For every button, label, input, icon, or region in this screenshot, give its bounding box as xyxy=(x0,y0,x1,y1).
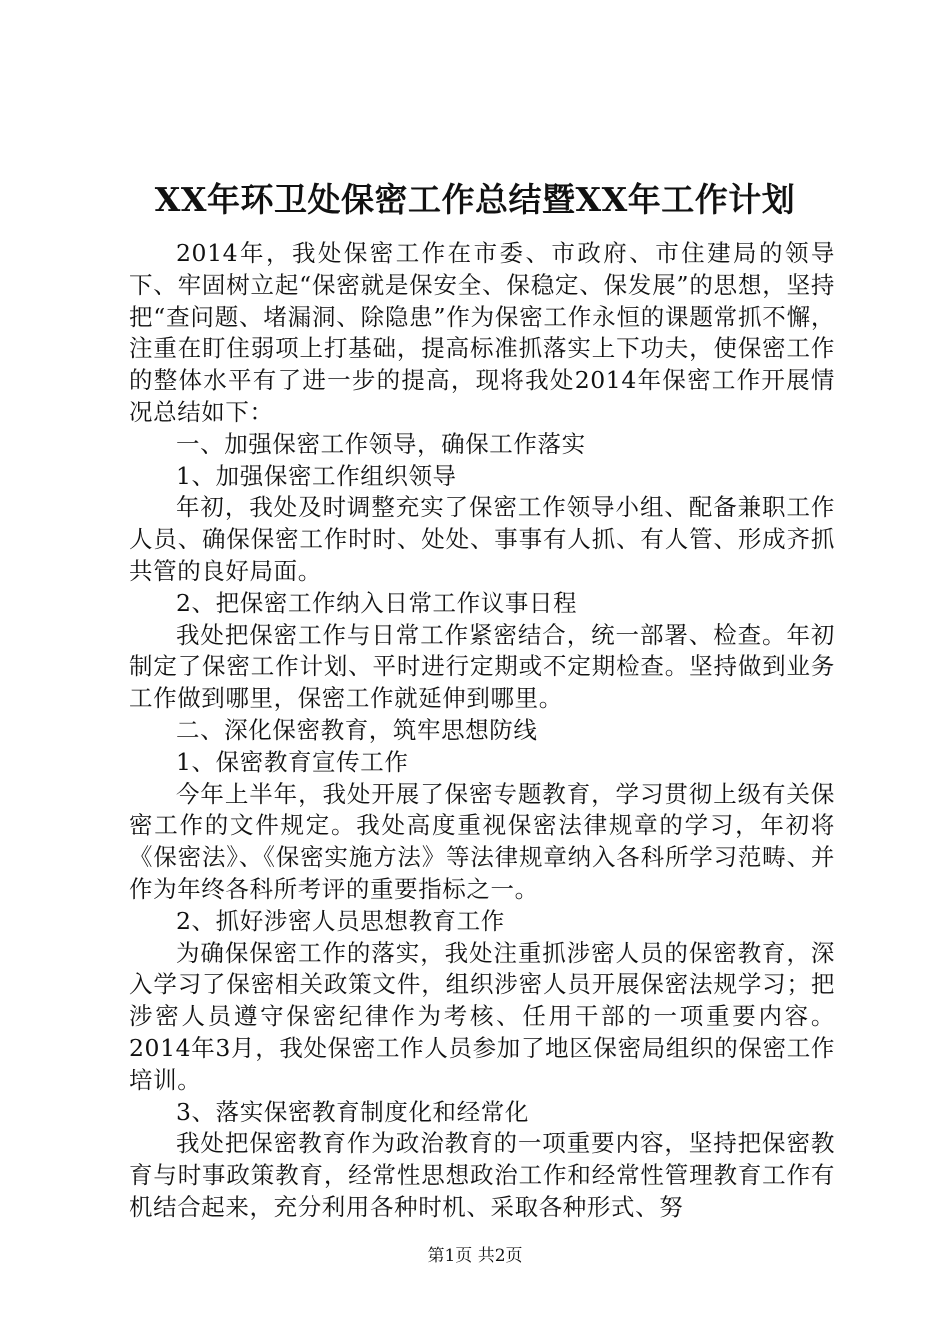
subsection-heading-2-1: 1、保密教育宣传工作 xyxy=(176,747,409,776)
page-footer: 第1页 共2页 xyxy=(427,1246,523,1266)
subsection-heading-2-2: 2、抓好涉密人员思想教育工作 xyxy=(176,906,505,935)
document-title: XX年环卫处保密工作总结暨XX年工作计划 xyxy=(154,180,796,219)
paragraph-intro: 2014年，我处保密工作在市委、市政府、市住建局的领导下、牢固树立起“保密就是保安全、保稳定、保发展”的思想，坚持把“查问题、堵漏洞、除隐患”作为保密工作永恒的课题常抓不懈，注重在盯住弱项上打基础，提高标准抓落实上下功夫，使保密工作的整体水平有了进一步的提高，现将我处2014年保密工作开展情况总结如下： xyxy=(129,239,835,426)
section-heading-1: 一、加强保密工作领导，确保工作落实 xyxy=(176,429,586,458)
document-body xyxy=(129,238,835,1224)
paragraph-1-1: 年初，我处及时调整充实了保密工作领导小组、配备兼职工作人员、确保保密工作时时、处处、事事有人抓、有人管、形成齐抓共管的良好局面。 xyxy=(129,493,835,585)
subsection-heading-1-2: 2、把保密工作纳入日常工作议事日程 xyxy=(176,588,578,617)
paragraph-1-2: 我处把保密工作与日常工作紧密结合，统一部署、检查。年初制定了保密工作计划、平时进行定期或不定期检查。坚持做到业务工作做到哪里，保密工作就延伸到哪里。 xyxy=(129,620,835,713)
subsection-heading-2-3: 3、落实保密教育制度化和经常化 xyxy=(176,1097,529,1126)
subsection-heading-1-1: 1、加强保密工作组织领导 xyxy=(176,461,457,490)
paragraph-2-2: 为确保保密工作的落实，我处注重抓涉密人员的保密教育，深入学习了保密相关政策文件，组织涉密人员开展保密法规学习；把涉密人员遵守保密纪律作为考核、任用干部的一项重要内容。2014年3月，我处保密工作人员参加了地区保密局组织的保密工作培训。 xyxy=(129,938,835,1094)
section-heading-2: 二、深化保密教育，筑牢思想防线 xyxy=(176,715,538,744)
paragraph-2-1: 今年上半年，我处开展了保密专题教育，学习贯彻上级有关保密工作的文件规定。我处高度重视保密法律规章的学习，年初将《保密法》、《保密实施方法》等法律规章纳入各科所学习范畴、并作为年终各科所考评的重要指标之一。 xyxy=(129,779,835,903)
paragraph-2-3: 我处把保密教育作为政治教育的一项重要内容，坚持把保密教育与时事政策教育，经常性思想政治工作和经常性管理教育工作有机结合起来，充分利用各种时机、采取各种形式、努 xyxy=(129,1129,835,1221)
